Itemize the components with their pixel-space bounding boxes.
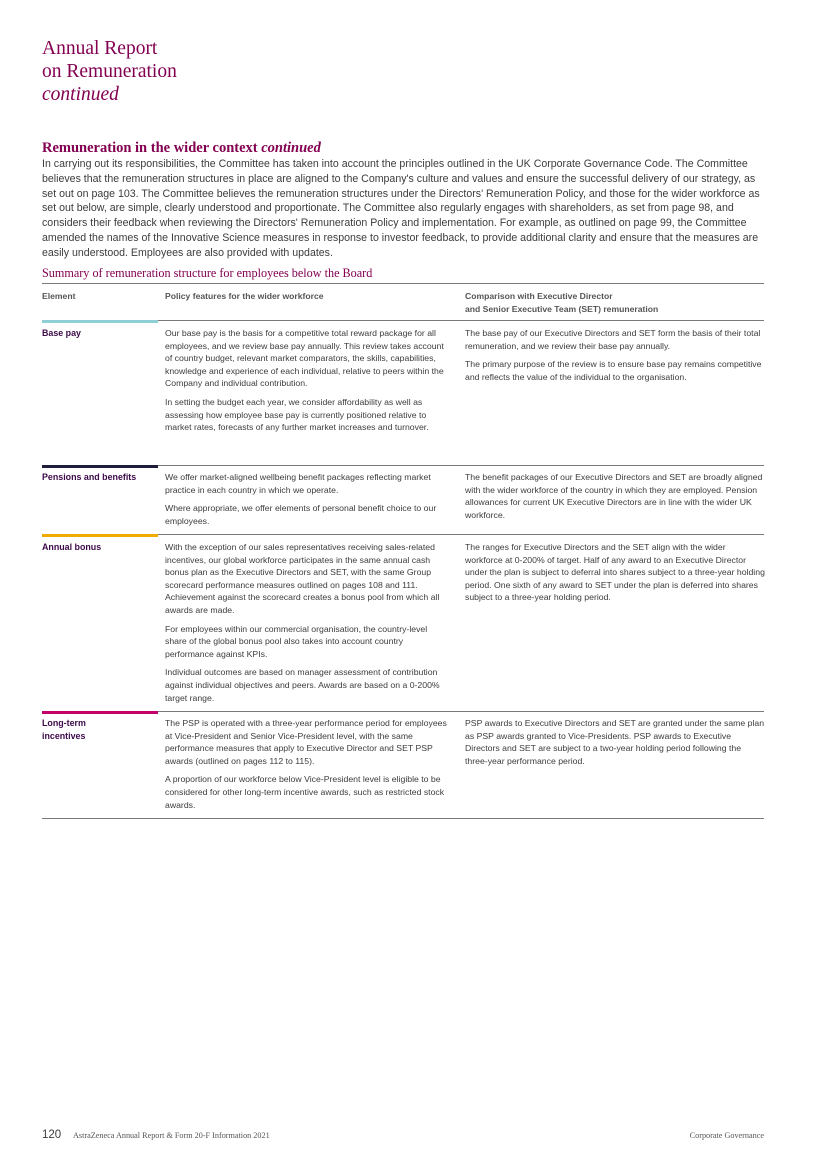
policy-paragraph: Our base pay is the basis for a competitive total reward package for all employees, and we review base pay annually. This review takes account of country budget, relevant market comparators, the skills, capabilities, knowledge and experience of each individual, relative to peers within the Company and individual contribution. bbox=[165, 328, 444, 389]
page-title-continued: continued bbox=[42, 84, 119, 105]
row-comparison-long-term-incentives bbox=[465, 717, 765, 773]
page-title-line-1: Annual Report bbox=[42, 38, 158, 59]
policy-paragraph: We offer market-aligned wellbeing benefit packages reflecting market practice in each country in which we operate. bbox=[165, 472, 431, 495]
row-policy-pensions bbox=[165, 471, 451, 533]
table-bottom-rule bbox=[42, 818, 764, 819]
header-policy: Policy features for the wider workforce bbox=[165, 291, 324, 301]
row-comparison-pensions bbox=[465, 471, 765, 527]
policy-paragraph: Individual outcomes are based on manager assessment of contribution against individual objectives and peers. Awards are based on a 0-200% target range. bbox=[165, 667, 440, 703]
table-top-rule bbox=[42, 283, 764, 284]
row-accent-bar bbox=[42, 534, 158, 537]
policy-paragraph: A proportion of our workforce below Vice-President level is eligible to be considered for other long-term incentive awards, such as restricted stock awards. bbox=[165, 774, 445, 810]
element-line: incentives bbox=[42, 730, 86, 741]
row-element-long-term-incentives bbox=[42, 717, 86, 742]
comparison-paragraph: The benefit packages of our Executive Directors and SET are broadly aligned with the wider workforce of the country in which they are employed. Pension allowances for current UK Executive Directors are in line with the wider UK workforce. bbox=[465, 472, 763, 520]
row-policy-annual-bonus bbox=[165, 541, 451, 710]
header-comparison bbox=[465, 290, 658, 315]
header-comparison-line-1: Comparison with Executive Director bbox=[465, 291, 613, 301]
policy-paragraph: Where appropriate, we offer elements of personal benefit choice to our employees. bbox=[165, 503, 437, 526]
intro-paragraph: In carrying out its responsibilities, the Committee has taken into account the principles outlined in the UK Corporate Governance Code. The Committee believes that the remuneration structures in place are aligned to the Company's culture and values and ensure the successful delivery of our strategy, as set out on page 103. The Committee believes the remuneration structures under the Directors' Remuneration Policy, and those for the wider workforce as set out below, are simple, clearly understood and proportionate. The Committee also regularly engages with shareholders, as set from page 98, and considers their feedback when reviewing the Directors' Remuneration Policy and implementation. For example, as outlined on page 99, the Committee amended the names of the Innovative Science measures in response to investor feedback, to provide additional clarity and ensure that the measures are easily understood. Employees are also provided with updates. bbox=[42, 158, 760, 259]
table-title: Summary of remuneration structure for employees below the Board bbox=[42, 266, 373, 280]
page-footer bbox=[42, 1129, 764, 1143]
policy-paragraph: For employees within our commercial organisation, the country-level share of the global bonus pool also takes into account country performance against KPIs. bbox=[165, 623, 428, 659]
comparison-paragraph: The base pay of our Executive Directors and SET form the basis of their total remuneration, and we review their base pay annually. bbox=[465, 328, 761, 351]
policy-paragraph: In setting the budget each year, we consider affordability as well as assessing how employee base pay is currently positioned relative to market rates, forecasts of any further market increases and turnover. bbox=[165, 396, 429, 433]
section-heading bbox=[42, 140, 764, 156]
row-element-base-pay: Base pay bbox=[42, 328, 81, 338]
header-element: Element bbox=[42, 291, 76, 301]
row-comparison-base-pay bbox=[465, 327, 765, 389]
publication-title: AstraZeneca Annual Report & Form 20-F Information 2021 bbox=[73, 1131, 270, 1140]
comparison-paragraph: PSP awards to Executive Directors and SET are granted under the same plan as PSP awards granted to Vice-Presidents. PSP awards to Executive Directors and SET are subject to a two-year holding period following the three-year performance period. bbox=[465, 718, 765, 766]
row-accent-bar bbox=[42, 465, 158, 468]
section-heading-text: Remuneration in the wider context bbox=[42, 140, 258, 156]
row-accent-bar bbox=[42, 320, 158, 323]
comparison-paragraph: The ranges for Executive Directors and the SET align with the wider workforce at 0-200% of target. Half of any award to an Executive Director under the plan is subject to deferral into shares subject to a three-year holding period. One sixth of any award to SET under the plan is deferred into shares subject to a three-year holding period. bbox=[465, 542, 765, 603]
section-heading-continued: continued bbox=[261, 140, 321, 156]
row-element-pensions: Pensions and benefits bbox=[42, 472, 137, 482]
row-policy-base-pay bbox=[165, 327, 451, 440]
row-accent-bar bbox=[42, 711, 158, 714]
wider-context-section bbox=[42, 140, 764, 261]
policy-paragraph: The PSP is operated with a three-year performance period for employees at Vice-President and Senior Vice-President level, with the same performance measures that apply to Executive Director and SET PSP awards (outlined on pages 112 to 115). bbox=[165, 718, 447, 766]
element-line: Long-term bbox=[42, 718, 86, 728]
policy-paragraph: With the exception of our sales representatives receiving sales-related incentives, our global workforce participates in the same annual cash bonus plan as the Executive Directors and SET, with the same Group scorecard performance measures outlined on pages 108 and 111. Achievement against the scorecard creates a bonus pool from which all awards are made. bbox=[165, 542, 440, 615]
row-comparison-annual-bonus bbox=[465, 541, 765, 610]
header-comparison-line-2: and Senior Executive Team (SET) remuneration bbox=[465, 303, 659, 314]
row-element-annual-bonus: Annual bonus bbox=[42, 542, 102, 552]
comparison-paragraph: The primary purpose of the review is to ensure base pay remains competitive and reflects the value of the individual to the organisation. bbox=[465, 359, 762, 382]
row-policy-long-term-incentives bbox=[165, 717, 451, 817]
footer-section-name: Corporate Governance bbox=[689, 1131, 764, 1140]
page-number: 120 bbox=[42, 1129, 62, 1141]
page-title-line-2: on Remuneration bbox=[42, 61, 177, 82]
page-title bbox=[42, 37, 177, 106]
